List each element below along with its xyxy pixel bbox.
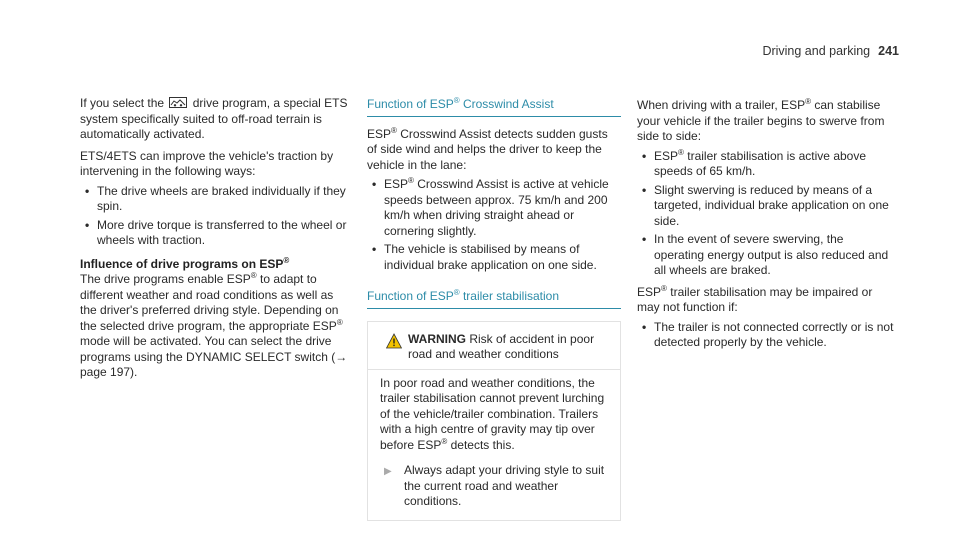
column-2 [367,97,621,521]
paragraph-trailer-impaired: ESP® trailer stabilisation may be impaired or may not function if: [637,283,873,314]
warning-header [368,322,620,370]
paragraph-trailer-stabilise: When driving with a trailer, ESP® can stabilise your vehicle if the trailer begins to swerve from side to side: [637,97,885,143]
list-item: • Slight swerving is reduced by means of a targeted, individual brake application on one side. [637,183,895,230]
list-item: • ESP® Crosswind Assist is active at vehicle speeds between approx. 75 km/h and 200 km/h when driving straight ahead or cornering slightly. [367,177,621,239]
offroad-vehicle-icon [169,97,187,108]
warning-label: WARNING [408,331,466,346]
list-item: • The trailer is not connected correctly or is not detected properly by the vehicle. [637,320,895,351]
section-heading-trailer: Function of ESP® trailer stabilisation [367,289,621,309]
section-title: Driving and parking [762,44,871,58]
column-3 [637,98,895,354]
list-item: • More drive torque is transferred to the wheel or wheels with traction. [80,218,352,249]
paragraph-offroad: If you select the drive program, a special ETS system specifically suited to off-road terrain is automatically activated. [80,96,348,141]
page-reference-link[interactable]: page 197). [80,365,138,379]
subheading-drive-programs: Influence of drive programs on ESP® [80,255,290,271]
list-item: • ESP® trailer stabilisation is active above speeds of 65 km/h. [637,149,895,180]
page-header [762,44,899,58]
warning-body: In poor road and weather conditions, the trailer stabilisation cannot prevent lurching of the vehicle/trailer combination. Trailers with a high centre of gravity may tip over before ESP® detects this. ▶ Always adapt your driving style to suit the current road and weather conditions. [368,370,620,520]
warning-triangle-icon [386,333,402,349]
paragraph-ets: ETS/4ETS can improve the vehicle's traction by intervening in the following ways: [80,148,334,178]
list-item: • The drive wheels are braked individually if they spin. [80,184,352,215]
paragraph-drive-programs: The drive programs enable ESP® to adapt to different weather and road conditions as well as the driver's preferred driving style. Depending on the selected drive program, the appropriate ESP® mode will be activated. You can select the drive programs using the DYNAMIC SELECT switch (→ page 197). [80,271,348,379]
paragraph-crosswind: ESP® Crosswind Assist detects sudden gusts of side wind and helps the driver to keep the vehicle in the lane: [367,125,608,172]
warning-action: ▶ Always adapt your driving style to suit the current road and weather conditions. [384,463,605,508]
ets-list [80,184,352,249]
trailer-list [637,149,895,279]
warning-title: Risk of accident in poor road and weather conditions [408,331,595,361]
crosswind-list [367,177,621,273]
list-item: • The vehicle is stabilised by means of individual brake application on one side. [367,242,621,273]
warning-box [367,321,621,521]
action-arrow-icon: ▶ [384,466,392,477]
page-number: 241 [878,44,899,58]
page-reference-arrow: → [335,349,348,364]
impaired-list [637,320,895,351]
column-1 [80,96,352,381]
list-item: • In the event of severe swerving, the operating energy output is also reduced and all wheels are braked. [637,232,895,279]
section-heading-crosswind: Function of ESP® Crosswind Assist [367,97,621,117]
